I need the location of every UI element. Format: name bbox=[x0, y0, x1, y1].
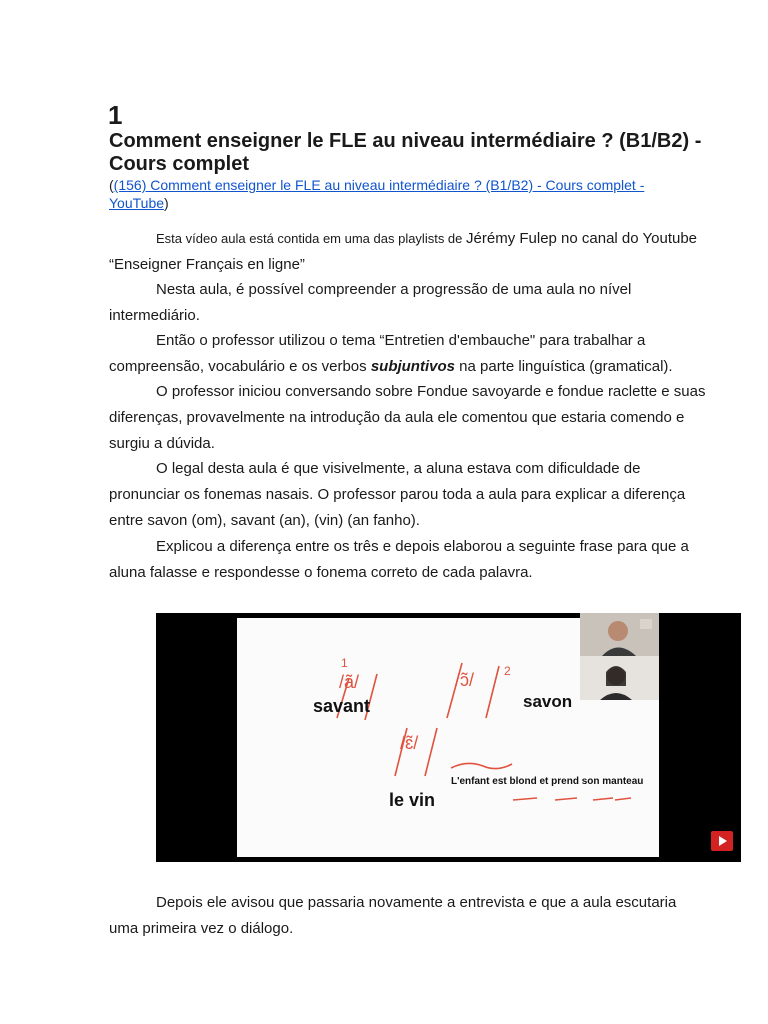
slide-word-savant: savant bbox=[313, 696, 371, 716]
play-icon[interactable] bbox=[711, 831, 733, 851]
paragraph-3-start: Então o professor utilizou o tema “Entretien d'embauche" para trabalhar a compreensão, vocabulário e os verbos bbox=[109, 332, 646, 375]
section-number: 1 bbox=[108, 100, 123, 130]
source-link-line bbox=[109, 176, 689, 212]
paragraph-7: Depois ele avisou que passaria novamente a entrevista e que a aula escutaria uma primeira vez o diálogo. bbox=[109, 894, 677, 937]
mark-two: 2 bbox=[504, 664, 511, 678]
paragraph-2: Nesta aula, é possível compreender a progressão de uma aula no nível intermediário. bbox=[109, 281, 632, 324]
slide-word-vin: le vin bbox=[389, 790, 436, 810]
youtube-link[interactable]: (156) Comment enseigner le FLE au niveau intermédiaire ? (B1/B2) - Cours complet - YouTube bbox=[109, 177, 645, 211]
paragraph-3 bbox=[109, 328, 709, 380]
document-title: Comment enseigner le FLE au niveau intermédiaire ? (B1/B2) - Cours complet bbox=[109, 130, 702, 175]
paragraph-1-start: Esta vídeo aula está contida em uma das playlists de bbox=[156, 231, 467, 246]
paragraph-3-end: na parte linguística (gramatical). bbox=[454, 358, 673, 375]
student-avatar bbox=[580, 656, 659, 700]
slide-word-savon: savon bbox=[523, 692, 573, 711]
teacher-camera bbox=[580, 613, 659, 656]
paren-close: ) bbox=[164, 195, 169, 211]
slide-sentence: L'enfant est blond et prend son manteau bbox=[451, 776, 644, 787]
paren-open: ( bbox=[109, 177, 114, 193]
paragraph-4: O professor iniciou conversando sobre Fondue savoyarde e fondue raclette e suas diferenças, provavelmente na introdução da aula ele comentou que estaria comendo e surgiu a dúvida. bbox=[109, 383, 706, 452]
ipa-savon: /ɔ̃/ bbox=[455, 670, 475, 690]
ipa-vin: /ɛ̃/ bbox=[400, 733, 419, 753]
video-screenshot bbox=[156, 613, 741, 862]
student-camera bbox=[580, 656, 659, 700]
paragraph-1 bbox=[109, 226, 709, 278]
paragraph-5: O legal desta aula é que visivelmente, a aluna estava com dificuldade de pronunciar os fonemas nasais. O professor parou toda a aula para explicar a diferença entre savon (om), savant (an), (vin) (an fanho). bbox=[109, 460, 686, 529]
paragraph-3-emphasis: subjuntivos bbox=[370, 358, 455, 375]
teacher-avatar bbox=[580, 613, 659, 656]
mark-one: 1 bbox=[341, 656, 348, 670]
ipa-savant: /ã/ bbox=[339, 672, 360, 692]
paragraph-6: Explicou a diferença entre os três e depois elaborou a seguinte frase para que a aluna falasse e respondesse o fonema correto de cada palavra. bbox=[109, 538, 689, 581]
paragraph-1-end: Jérémy Fulep no canal do Youtube “Enseigner Français en ligne” bbox=[109, 230, 698, 273]
